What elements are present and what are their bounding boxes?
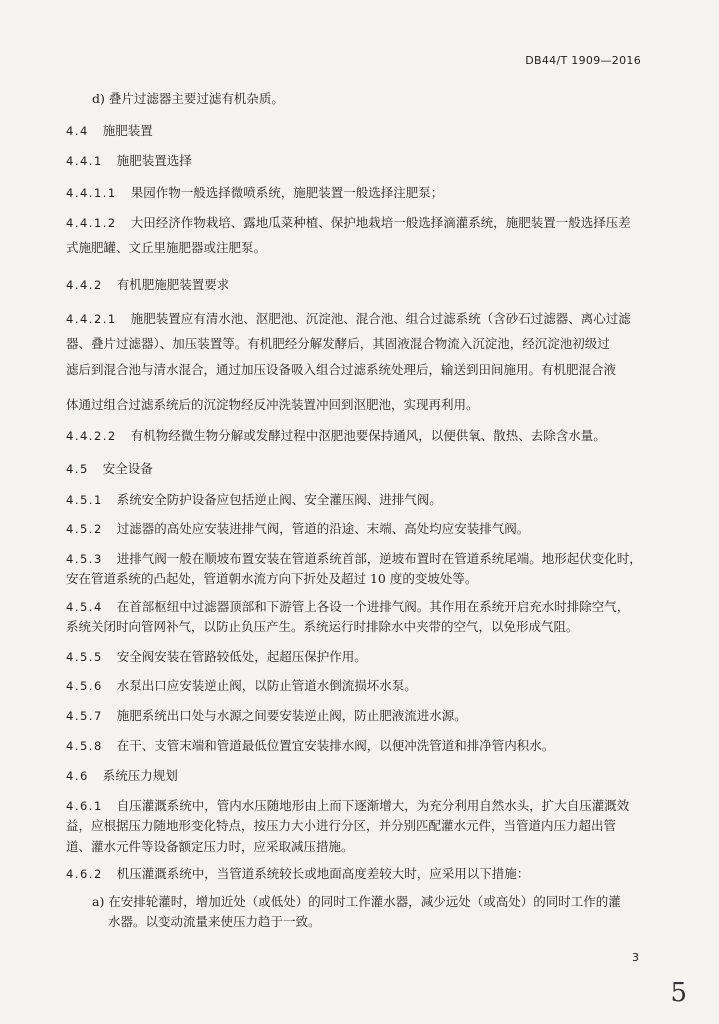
clause-continuation: 式施肥罐、文丘里施肥器或注肥泵。 (66, 240, 267, 255)
clause: 4.4.2.2 有机物经微生物分解或发酵过程中沤肥池要保持通风，以便供氧、散热、去除含水量。 (66, 428, 606, 443)
section-heading: 4.6 系统压力规划 (66, 768, 178, 783)
clause: 4.5.2 过滤器的高处应安装进排气阀，管道的沿途、末端、高处均应安装排气阀。 (66, 521, 530, 536)
list-item: d) 叠片过滤器主要过滤有机杂质。 (92, 91, 284, 106)
clause: 4.5.5 安全阀安装在管路较低处，起超压保护作用。 (66, 649, 367, 664)
clause: 4.6.1 自压灌溉系统中，管内水压随地形由上而下逐渐增大，为充分利用自然水头，扩大自压灌溉效 (66, 798, 630, 813)
clause-continuation: 道、灌水元件等设备额定压力时，应采取减压措施。 (66, 839, 354, 854)
clause-continuation: 安在管道系统的凸起处，管道朝水流方向下折处及超过 10 度的变坡处等。 (66, 571, 478, 586)
clause-continuation: 体通过组合过滤系统后的沉淀物经反冲洗装置冲回到沤肥池，实现再利用。 (66, 397, 479, 412)
standard-code-header: DB44/T 1909—2016 (525, 54, 641, 67)
page-number: 3 (632, 951, 639, 964)
clause-continuation: 滤后到混合池与清水混合，通过加压设备吸入组合过滤系统处理后，输送到田间施用。有机肥混合液 (66, 362, 617, 377)
clause: 4.5.6 水泵出口应安装逆止阀，以防止管道水倒流损坏水泵。 (66, 678, 417, 693)
section-heading: 4.4 施肥装置 (66, 123, 153, 138)
list-item-continuation: 水器。以变动流量来使压力趋于一致。 (108, 914, 321, 929)
clause: 4.4.1.2 大田经济作物栽培、露地瓜菜种植、保护地栽培一般选择滴灌系统，施肥装置一般选择压差 (66, 215, 631, 230)
clause: 4.5.3 进排气阀一般在顺坡布置安装在管道系统首部，逆坡布置时在管道系统尾端。地形起伏变化时， (66, 551, 642, 566)
clause: 4.4.1.1 果园作物一般选择微喷系统，施肥装置一般选择注肥泵； (66, 185, 444, 200)
list-item: a) 在安排轮灌时，增加近处（或低处）的同时工作灌水器，减少远处（或高处）的同时工作的灌 (92, 894, 621, 909)
clause: 4.5.4 在首部枢纽中过滤器顶部和下游管上各设一个进排气阀。其作用在系统开启充水时排除空气， (66, 599, 630, 614)
clause-continuation: 器、叠片过滤器）、加压装置等。有机肥经分解发酵后，其固液混合物流入沉淀池，经沉淀池初级过 (66, 336, 610, 351)
subsection-heading: 4.4.1 施肥装置选择 (66, 153, 192, 168)
clause: 4.6.2 机压灌溉系统中，当管道系统较长或地面高度差较大时，应采用以下措施： (66, 866, 530, 881)
section-heading: 4.5 安全设备 (66, 461, 153, 476)
clause: 4.5.7 施肥系统出口处与水源之间要安装逆止阀，防止肥液流进水源。 (66, 708, 467, 723)
clause-continuation: 益，应根据压力随地形变化特点，按压力大小进行分区，并分别匹配灌水元件，当管道内压力超出管 (66, 818, 617, 833)
clause: 4.4.2.1 施肥装置应有清水池、沤肥池、沉淀池、混合池、组合过滤系统（含砂石过滤器、离心过滤 (66, 311, 631, 326)
subsection-heading: 4.4.2 有机肥施肥装置要求 (66, 277, 230, 292)
clause: 4.5.8 在干、支管末端和管道最低位置宜安装排水阀，以便冲洗管道和排净管内积水。 (66, 738, 555, 753)
handwritten-page-mark: 5 (670, 978, 687, 1008)
clause-continuation: 系统关闭时向管网补气，以防止负压产生。系统运行时排除水中夹带的空气，以免形成气阻。 (66, 619, 579, 634)
clause: 4.5.1 系统安全防护设备应包括逆止阀、安全灌压阀、进排气阀。 (66, 492, 442, 507)
